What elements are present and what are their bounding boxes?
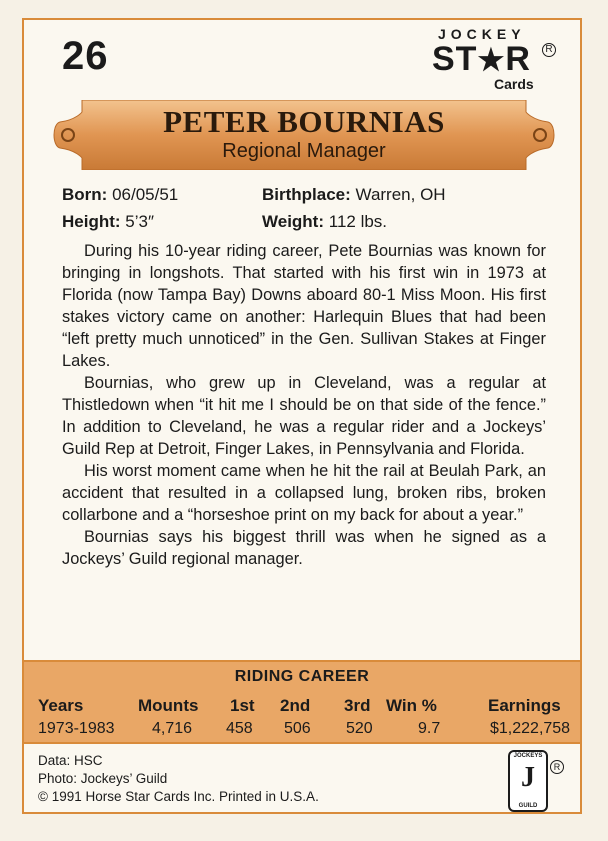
guild-letter: J (521, 762, 535, 793)
bio-paragraph: His worst moment came when he hit the rail at Beulah Park, an accident that resulted in a collapsed lung, broken ribs, broken collarbone and a “horseshoe print on my back for about a year.” (62, 462, 546, 524)
value-1st: 458 (226, 720, 253, 737)
player-name: PETER BOURNIAS (163, 104, 445, 139)
value-earnings: $1,222,758 (490, 720, 571, 737)
credit-data: Data: HSC (38, 753, 103, 768)
credits (38, 752, 319, 806)
copyright: © 1991 Horse Star Cards Inc. Printed in U.S.A. (38, 789, 319, 804)
credit-photo: Photo: Jockeys’ Guild (38, 771, 168, 786)
header-2nd: 2nd (280, 696, 311, 715)
biography (62, 240, 546, 570)
birthplace-label: Birthplace: (262, 185, 351, 204)
header-3rd: 3rd (344, 696, 371, 715)
card-number: 26 (62, 34, 109, 78)
weight-row (262, 212, 387, 232)
guild-bottom-text: GUILD (518, 803, 538, 809)
value-3rd: 520 (346, 720, 373, 737)
registered-icon: R (550, 760, 564, 774)
born-row (62, 185, 178, 205)
header-years: Years (38, 696, 84, 715)
star-icon: ★ (477, 44, 506, 77)
born-label: Born: (62, 185, 108, 204)
weight-label: Weight: (262, 212, 325, 231)
bio-paragraph: Bournias says his biggest thrill was when he signed as a Jockeys’ Guild regional manager. (62, 528, 546, 568)
bio-paragraph: During his 10-year riding career, Pete Bournias was known for bringing in longshots. That started with his first win in 1973 at Florida (now Tampa Bay) Downs aboard 80-1 Miss Moon. His first stakes victory came on another: Harlequin Blues that had been “left pretty much unnoticed” in the Gen. Sullivan Stakes at Finger Lakes. (62, 242, 546, 370)
riding-career-band (24, 660, 580, 744)
value-win-pct: 9.7 (418, 720, 441, 737)
name-plaque (52, 100, 556, 170)
height-value: 5’3″ (125, 212, 154, 231)
logo-top-text: JOCKEY (438, 26, 526, 42)
weight-value: 112 lbs. (328, 212, 388, 231)
birthplace-row (262, 185, 446, 205)
born-value: 06/05/51 (112, 185, 179, 204)
guild-top-text: JOCKEYS (513, 753, 543, 759)
jockey-star-logo (432, 26, 557, 94)
logo-wordmark: ST★R (432, 40, 531, 78)
jockeys-guild-logo (508, 750, 548, 812)
registered-icon: R (542, 43, 556, 57)
birthplace-value: Warren, OH (355, 185, 446, 204)
bio-paragraph: Bournias, who grew up in Cleveland, was a regular at Thistledown when “it hit me I should be on that side of the fence.” In addition to Cleveland, he was a regular rider and a Jockeys’ Guild Rep at Detroit, Finger Lakes, in Pennsylvania and Florida. (62, 374, 546, 458)
header-earnings: Earnings (488, 696, 561, 715)
career-heading: RIDING CAREER (234, 668, 370, 685)
height-label: Height: (62, 212, 121, 231)
header-win-pct: Win % (386, 696, 437, 715)
logo-bottom-text: Cards (494, 76, 534, 92)
value-years: 1973-1983 (38, 720, 115, 737)
header-mounts: Mounts (138, 696, 199, 715)
height-row (62, 212, 154, 232)
player-position: Regional Manager (222, 140, 386, 162)
header-1st: 1st (230, 696, 255, 715)
value-2nd: 506 (284, 720, 311, 737)
value-mounts: 4,716 (152, 720, 193, 737)
